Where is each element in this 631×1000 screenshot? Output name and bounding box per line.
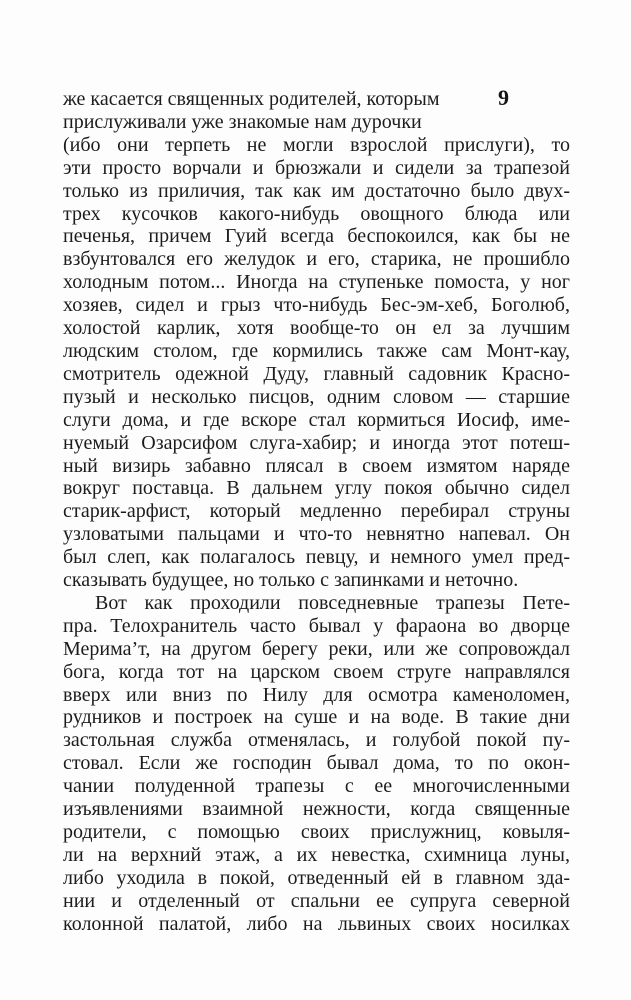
text-line: вокруг поставца. В дальнем углу покоя обычно сидел xyxy=(63,477,570,500)
text-line: ли на верхний этаж, а их невестка, схимница луны, xyxy=(63,843,570,866)
text-line: бога, когда тот на царском своем струге направлялся xyxy=(63,660,570,683)
text-line: хозяев, сидел и грыз что-нибудь Бес-эм-хеб, Боголюб, xyxy=(63,294,570,317)
text-line: только из приличия, так как им достаточно было двух- xyxy=(63,179,570,202)
text-line: сказывать будущее, но только с запинками и неточно. xyxy=(63,569,519,592)
text-line: стовал. Если же господин бывал дома, то по окон- xyxy=(63,752,570,775)
text-line: трех кусочков какого-нибудь овощного блюда или xyxy=(63,202,570,225)
text-line: изъявлениями взаимной нежности, когда священные xyxy=(63,798,570,821)
text-line: холодным потом... Иногда на ступеньке помоста, у ног xyxy=(63,271,570,294)
text-line: взбунтовался его желудок и его, старика, не прошибло xyxy=(63,248,570,271)
text-line: старик-арфист, который медленно перебирал струны xyxy=(63,500,570,523)
text-line: нии и отделенный от спальни ее супруга северной xyxy=(63,889,570,912)
text-line: пра. Телохранитель часто бывал у фараона во дворце xyxy=(63,614,570,637)
text-line: нуемый Озарсифом слуга-хабир; и иногда этот потеш- xyxy=(63,431,570,454)
text-line: узловатыми пальцами и что-то невнятно напевал. Он xyxy=(63,523,570,546)
text-line: был слеп, как полагалось певцу, и немного умел пред- xyxy=(63,546,570,569)
text-line: холостой карлик, хотя вообще-то он ел за лучшим xyxy=(63,317,570,340)
page-number: 9 xyxy=(498,85,509,110)
text-line: застольная служба отменялась, и голубой покой пу- xyxy=(63,729,570,752)
text-line: печенья, причем Гуий всегда беспокоился, как бы не xyxy=(63,225,570,248)
text-line: ный визирь забавно плясал в своем измятом наряде xyxy=(63,454,570,477)
text-line: либо уходила в покой, отведенный ей в главном зда- xyxy=(63,866,570,889)
text-line: же касается священных родителей, которым xyxy=(63,88,440,110)
text-line paragraph-start: Вот как проходили повседневные трапезы Пете- xyxy=(95,591,570,614)
text-line: рудников и построек на суше и на воде. В такие дни xyxy=(63,706,570,729)
text-line: пузый и несколько писцов, одним словом — старшие xyxy=(63,385,570,408)
text-line: людским столом, где кормились также сам Монт-кау, xyxy=(63,339,570,362)
text-line: родители, с помощью своих прислужниц, ковыля- xyxy=(63,821,570,843)
text-line: смотритель одежной Дуду, главный садовник Красно- xyxy=(63,362,570,385)
text-line: слуги дома, и где вскоре стал кормиться Иосиф, име- xyxy=(63,408,570,431)
text-line: эти просто ворчали и брюзжали и сидели за трапезой xyxy=(63,156,570,179)
text-line: (ибо они терпеть не могли взрослой прислуги), то xyxy=(63,133,570,156)
text-line: прислуживали уже знакомые нам дурочки xyxy=(63,110,422,133)
text-line: колонной палатой, либо на львиных своих носилках xyxy=(63,912,570,935)
text-line: чании полуденной трапезы с ее многочисленными xyxy=(63,775,570,798)
text-line: Мерима’т, на другом берегу реки, или же сопровождал xyxy=(63,637,570,660)
text-line: вверх или вниз по Нилу для осмотра каменоломен, xyxy=(63,683,570,706)
